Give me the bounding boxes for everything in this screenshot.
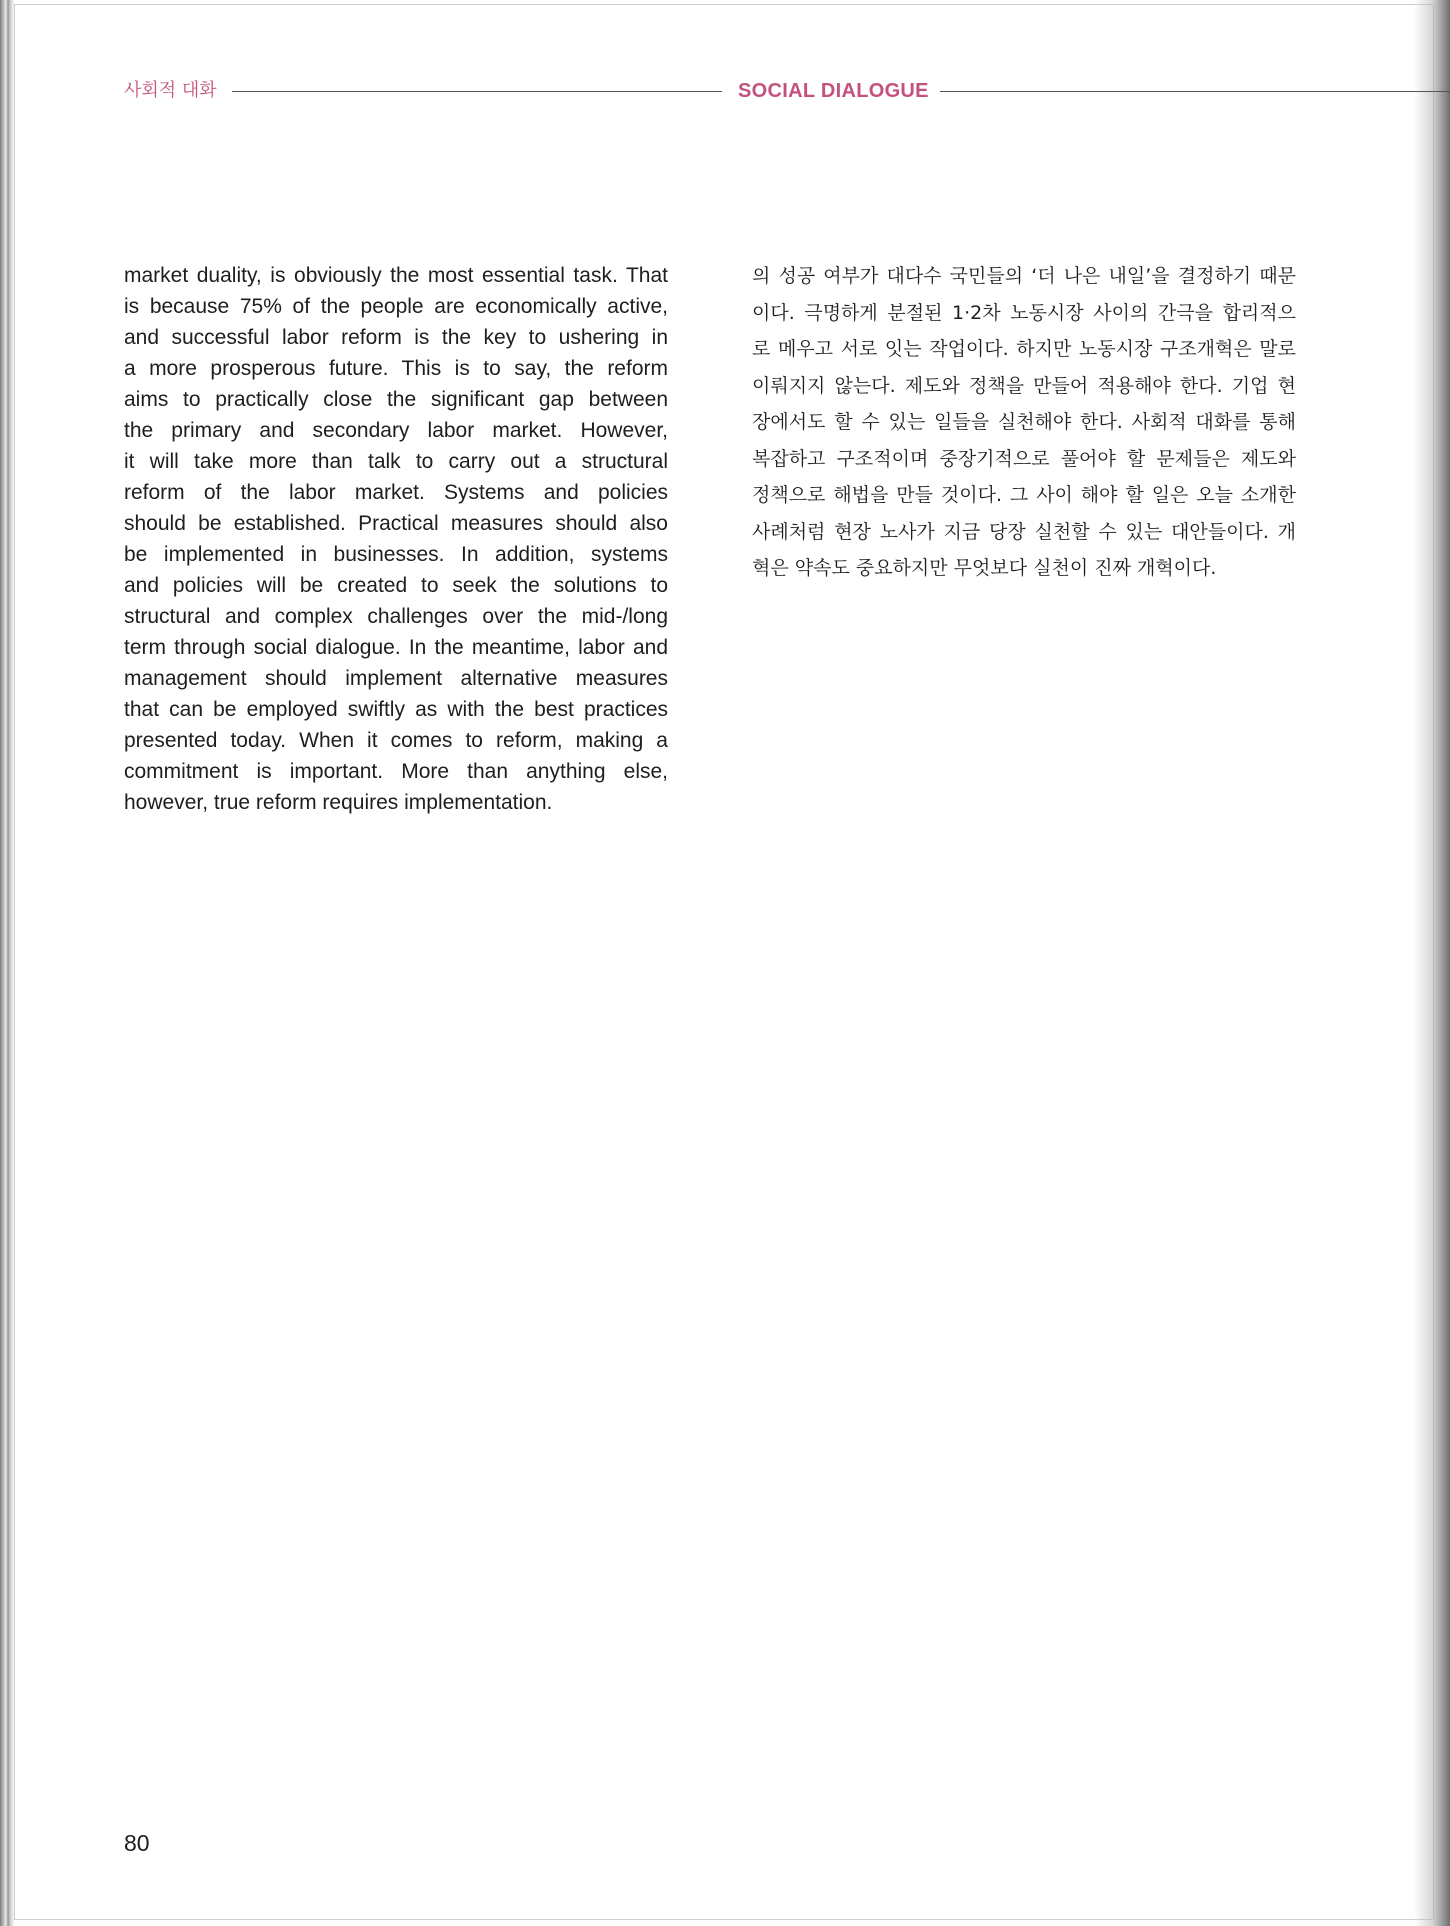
page-right-shadow [1414,0,1450,1926]
section-title-korean: 사회적 대화 [124,80,217,101]
english-text-line: reform of the labor market. Systems and policies [124,481,668,504]
korean-text-line: 장에서도 할 수 있는 일들을 실천해야 한다. 사회적 대화를 통해 [752,411,1296,433]
english-text-column [124,260,668,818]
english-text-line: that can be employed swiftly as with the best practices [124,698,668,721]
korean-text-line: 정책으로 해법을 만들 것이다. 그 사이 해야 할 일은 오늘 소개한 [752,484,1296,506]
english-text-line: however, true reform requires implementation. [124,791,553,814]
header-rule-right [940,91,1450,92]
english-text-line: market duality, is obviously the most essential task. That [124,264,668,287]
english-text-line: is because 75% of the people are economically active, [124,295,668,318]
english-text-line: it will take more than talk to carry out a structural [124,450,668,473]
english-text-line: commitment is important. More than anything else, [124,760,668,783]
korean-text-line: 복잡하고 구조적이며 중장기적으로 풀어야 할 문제들은 제도와 [752,447,1296,470]
running-header [124,78,1450,108]
page-number: 80 [124,1830,150,1856]
korean-text-line: 사례처럼 현장 노사가 지금 당장 실천할 수 있는 대안들이다. 개 [752,520,1296,543]
english-text-line: presented today. When it comes to reform, making a [124,729,668,752]
english-text-line: and successful labor reform is the key to ushering in [124,326,668,349]
korean-text-column [752,258,1296,587]
korean-text-line: 혁은 약속도 중요하지만 무엇보다 실천이 진짜 개혁이다. [752,557,1217,579]
english-text-line: should be established. Practical measures should also [124,512,668,535]
english-text-line: a more prosperous future. This is to say, the reform [124,357,668,380]
page-left-edge [0,0,14,1926]
english-text-line: and policies will be created to seek the solutions to [124,574,668,597]
korean-text-line: 이뤄지지 않는다. 제도와 정책을 만들어 적용해야 한다. 기업 현 [752,374,1296,397]
english-text-line: the primary and secondary labor market. However, [124,419,668,442]
english-text-line: management should implement alternative measures [124,667,668,690]
english-text-line: structural and complex challenges over the mid-/long [124,605,668,628]
korean-text-line: 로 메우고 서로 잇는 작업이다. 하지만 노동시장 구조개혁은 말로 [752,338,1296,360]
korean-text-line: 의 성공 여부가 대다수 국민들의 ‘더 나은 내일’을 결정하기 때문 [752,265,1296,287]
english-text-line: be implemented in businesses. In addition, systems [124,543,668,566]
english-text-line: term through social dialogue. In the meantime, labor and [124,636,668,659]
korean-text-line: 이다. 극명하게 분절된 1·2차 노동시장 사이의 간극을 합리적으 [752,301,1296,324]
section-title-english: SOCIAL DIALOGUE [738,80,929,102]
header-rule-left [232,91,722,92]
english-text-line: aims to practically close the significant gap between [124,388,668,411]
